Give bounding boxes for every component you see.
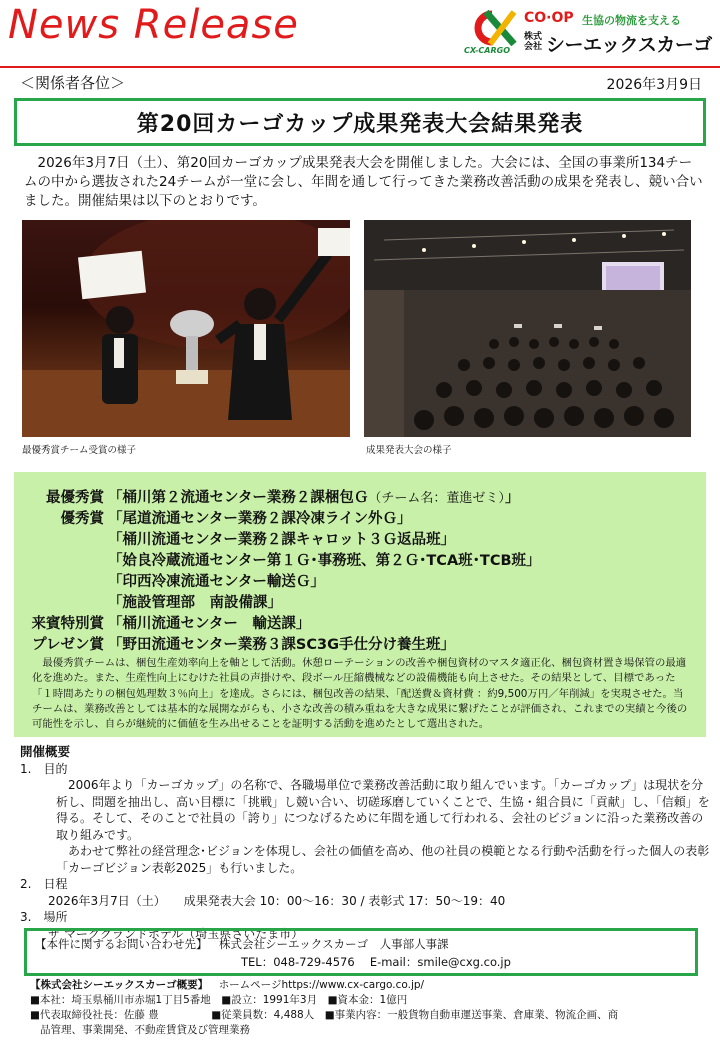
contact-label: 【本件に関するお問い合わせ先】 bbox=[35, 937, 208, 951]
venue-text: ザ マークグランドホテル（埼玉県さいたま市） bbox=[48, 926, 304, 941]
cx-cargo-wordmark: CX-CARGO bbox=[464, 46, 510, 55]
contact-box bbox=[24, 928, 698, 976]
award-team bbox=[108, 486, 519, 507]
award-team-name: 「尾道流通センター業務２課冷凍ライン外Ｇ」 bbox=[108, 511, 412, 527]
company-logo bbox=[462, 8, 717, 58]
award-category: 優秀賞 bbox=[60, 511, 104, 527]
title-frame bbox=[14, 98, 706, 146]
page-title: 第20回カーゴカップ成果発表大会結果発表 bbox=[136, 111, 584, 137]
photo-caption-award: 最優秀賞チーム受賞の様子 bbox=[22, 445, 137, 456]
award-row bbox=[14, 507, 706, 529]
kabushiki-mark: 株式会社 bbox=[524, 32, 543, 52]
award-team-name: 「野田流通センター業務３課SC3G手仕分け養生班」 bbox=[108, 637, 455, 653]
company-info bbox=[30, 978, 710, 1038]
cx-logo-icon bbox=[462, 8, 520, 48]
award-category: プレゼン賞 bbox=[32, 637, 104, 653]
section-number: 3. bbox=[20, 910, 32, 924]
company-info-line: 品管理、事業開発、不動産賃貸及び管理業務 bbox=[40, 1024, 250, 1036]
section-title: 目的 bbox=[43, 761, 68, 776]
award-row bbox=[14, 591, 706, 613]
schedule-text: 2026年3月7日（土） 成果発表大会 10：00～16：30 / 表彰式 17：50～19：40 bbox=[48, 893, 506, 908]
conference-hall-illustration bbox=[364, 220, 691, 437]
company-info-header bbox=[30, 978, 710, 993]
award-description: 最優秀賞チームは、梱包生産効率向上を軸として活動。休憩ローテーションの改善や梱包資材のマスタ適正化、梱包資材置き場保管の最適化を進めた。また、生産性向上にむけた社員の声掛けや、段ボール圧縮機械などの設備機能も向上させた。その結果として、目標であった「１時間あたりの梱包処理数３％向上」を達成。さらには、梱包改善の結果、「配送費＆資材費 ：約9,500万円／年削減」を実現させた。当チームは、業務改善としては基本的な展開ながらも、小さな改善の積み重ねを大きな成果に繋げたことが評価され、これまでの実績と今後の可能性を示し、自らが継続的に価値を生み出せることを証明する活動を進めたとして選出された。 bbox=[32, 657, 688, 731]
award-row bbox=[14, 486, 706, 508]
award-row bbox=[14, 549, 706, 571]
section-title: 日程 bbox=[43, 877, 68, 891]
award-team-name: 「施設管理部 南設備課」 bbox=[108, 595, 282, 611]
award-team-name: 「桶川流通センター業務２課キャロット３Ｇ返品班」 bbox=[108, 532, 456, 548]
award-row bbox=[14, 633, 706, 655]
award-team-name: 「姶良冷蔵流通センター第１Ｇ･事務班、第２Ｇ･TCA班･TCB班」 bbox=[108, 553, 541, 569]
award-row bbox=[14, 570, 706, 592]
company-info-line: ■本社：埼玉県桶川市赤堀1丁目5番地 ■設立：1991年3月 ■資本金：1億円 bbox=[30, 994, 408, 1006]
award-row bbox=[14, 528, 706, 550]
award-team-name: 「桶川流通センター 輸送課」 bbox=[108, 616, 311, 632]
award-team-close: 」 bbox=[504, 490, 520, 506]
vision-award-paragraph: あわせて弊社の経営理念･ビジョンを体現し、会社の価値を高め、他の社員の模範となる行動や活動を行った個人の表彰「カーゴビジョン表彰2025」も行いました。 bbox=[56, 844, 710, 875]
award-team-note: （チーム名：董進ゼミ） bbox=[368, 491, 505, 506]
company-info-line: ■代表取締役社長：佐藤 豊 ■従業員数：4,488人 ■事業内容：一般貨物自動車運送事業、倉庫業、物流企画、商 bbox=[30, 1009, 619, 1021]
award-category: 最優秀賞 bbox=[46, 490, 104, 506]
award-category: 来賓特別賞 bbox=[31, 616, 104, 632]
event-overview bbox=[20, 744, 710, 942]
header-divider bbox=[0, 66, 720, 68]
homepage-link[interactable]: ホームページhttps://www.cx-cargo.co.jp/ bbox=[218, 979, 425, 991]
section-title: 場所 bbox=[43, 910, 68, 924]
addressee: ＜関係者各位＞ bbox=[20, 74, 126, 92]
awards-panel bbox=[14, 472, 706, 737]
section-number: 1. bbox=[20, 761, 32, 776]
company-info-label: 【株式会社シーエックスカーゴ概要】 bbox=[30, 979, 209, 991]
venue-heading bbox=[20, 909, 710, 926]
photo-caption-conference: 成果発表大会の様子 bbox=[366, 445, 452, 456]
award-row bbox=[14, 612, 706, 634]
award-ceremony-illustration bbox=[22, 220, 350, 437]
overview-heading: 開催概要 bbox=[20, 744, 71, 759]
purpose-heading bbox=[20, 761, 710, 778]
contact-line bbox=[35, 935, 687, 953]
award-team-name: 「桶川第２流通センター業務２課梱包Ｇ bbox=[108, 490, 369, 506]
coop-wordmark: CO·OP bbox=[524, 10, 574, 26]
award-team-name: 「印西冷凍流通センター輸送Ｇ」 bbox=[108, 574, 325, 590]
section-number: 2. bbox=[20, 877, 32, 891]
purpose-paragraph: 2006年より「カーゴカップ」の名称で、各職場単位で業務改善活動に取り組んでいます。「カーゴカップ」は現状を分析し、問題を抽出し、高い目標に「挑戦」し競い合い、切磋琢磨していくことで、生協・組合員に「貢献」し、「信頼」を得る。そして、そのことで社員の「誇り」につなげるために年間を通して行われる、会社のビジョンに沿った業務改善の取り組みです。 bbox=[56, 778, 710, 842]
conference-hall-photo bbox=[364, 220, 691, 437]
intro-paragraph: 2026年3月7日（土）、第20回カーゴカップ成果発表大会を開催しました。大会には、全国の事業所134チームの中から選抜された24チームが一堂に会し、年間を通して行ってきた業務改善活動の成果を発表し、競い合いました。開催結果は以下のとおりです。 bbox=[24, 155, 703, 209]
award-ceremony-photo bbox=[22, 220, 350, 437]
schedule-heading bbox=[20, 876, 710, 893]
release-date: 2026年3月9日 bbox=[606, 77, 702, 93]
contact-details[interactable]: TEL：048-729-4576 E-mail：smile@cxg.co.jp bbox=[241, 955, 511, 969]
company-name-logo: シーエックスカーゴ bbox=[546, 34, 712, 56]
news-release-title: News Release bbox=[8, 2, 299, 48]
logo-slogan: 生協の物流を支える bbox=[582, 14, 681, 27]
contact-org: 株式会社シーエックスカーゴ 人事部人事課 bbox=[219, 937, 449, 951]
